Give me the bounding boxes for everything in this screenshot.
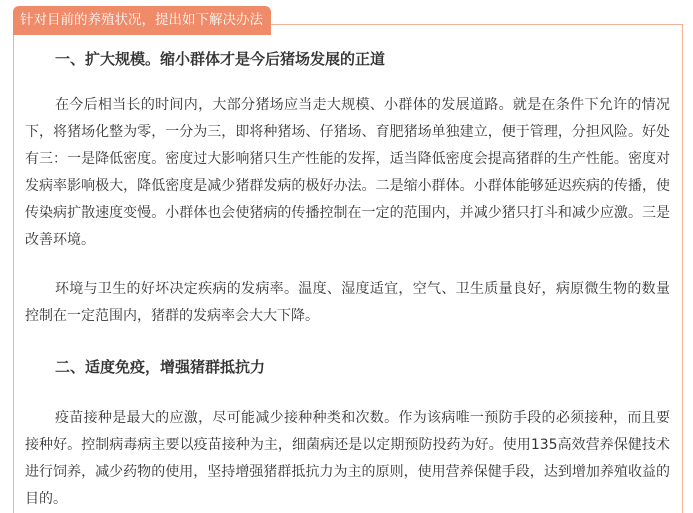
section-heading-expand-scale: 一、扩大规模。缩小群体才是今后猪场发展的正道 bbox=[55, 50, 386, 68]
paragraph-development-path: 在今后相当长的时间内，大部分猪场应当走大规模、小群体的发展道路。就是在条件下允许的情况下，将猪场化整为零，一分为三，即将种猪场、仔猪场、育肥猪场单独建立，便于管理，分担风险。好处有三：一是降低密度。密度过大影响猪只生产性能的发挥，适当降低密度会提高猪群的生产性能。密度对发病率影响极大，降低密度是减少猪群发病的极好办法。二是缩小群体。小群体能够延迟疾病的传播，使传染病扩散速度变慢。小群体也会使猪病的传播控制在一定的范围内，并减少猪只打斗和减少应激。三是改善环境。 bbox=[25, 97, 670, 248]
paragraph-environment-hygiene: 环境与卫生的好坏决定疾病的发病率。温度、湿度适宜，空气、卫生质量良好，病原微生物的数量控制在一定范围内，猪群的发病率会大大下降。 bbox=[25, 281, 670, 324]
section-heading-immunization: 二、适度免疫，增强猪群抵抗力 bbox=[55, 358, 266, 376]
paragraph-vaccination: 疫苗接种是最大的应激，尽可能减少接种种类和次数。作为该病唯一预防手段的必须接种，而且要接种好。控制病毒病主要以疫苗接种为主，细菌病还是以定期预防投药为好。使用135高效营养保健技术进行饲养，减少药物的使用，坚持增强猪群抵抗力为主的原则，使用营养保健手段，达到增加养殖收益的目的。 bbox=[25, 410, 670, 507]
article-body bbox=[25, 43, 670, 513]
section-tab-title: 针对目前的养殖状况，提出如下解决办法 bbox=[13, 6, 271, 35]
